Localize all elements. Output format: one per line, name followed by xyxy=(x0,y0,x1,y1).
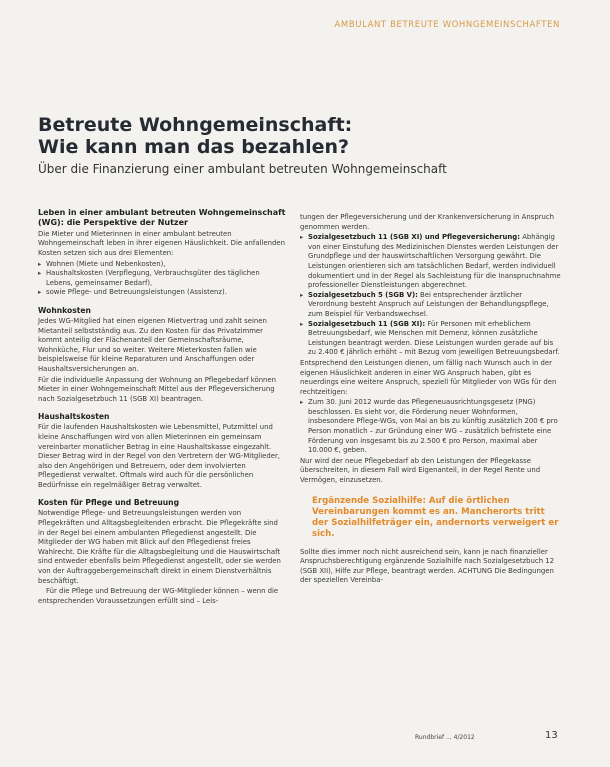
after-png-text: Nur wird der neue Pflegebedarf ab den Leistungen der Pflegekasse überschreiten, in diesem Fall wird Eigenanteil, in der Regel Rente und Vermögen, einzusetzen. xyxy=(300,456,541,485)
pflegekosten-text-1: Notwendige Pflege- und Betreuungsleistungen werden von Pflegekräften und Alltagsbegleitenden erbracht. Die Pflegekräfte sind in der Regel bei einem ambulanten Pflegedienst angestellt. Die Mitglieder der WG haben mit Blick auf den Pflegedienst freies Wahlrecht. Die Kräfte für die Alltagsbegleitung und die Hauswirtschaft sind entweder ebenfalls beim Pflegedienst angestellt, oder sie werden von der Auftraggebergemeinschaft direkt in einem Dienstverhältnis beschäftigt. xyxy=(38,509,281,585)
item-label: Sozialgesetzbuch 5 (SGB V): xyxy=(308,290,418,299)
item-label: Sozialgesetzbuch 11 (SGB XI): xyxy=(308,319,426,328)
wohnkosten-heading: Wohnkosten xyxy=(38,305,91,315)
pflegekosten-text-2: Für die Pflege und Betreuung der WG-Mitglieder können – wenn die entsprechenden Voraussetzungen erfüllt sind – Leis- xyxy=(38,587,279,605)
pull-quote: Ergänzende Sozialhilfe: Auf die örtlichen Vereinbarungen kommt es an. Mancherorts tritt der Sozialhilfeträger ein, andernorts verweigert er sich. xyxy=(312,495,559,539)
list-item xyxy=(300,398,562,456)
haushaltskosten-text: Für die laufenden Haushaltskosten wie Lebensmittel, Putzmittel und kleine Anschaffungen wird von allen Mieterinnen ein gemeinsam vereinbarter monatlicher Betrag in eine Haushaltskasse eingezahlt. Dieser Betrag wird in der Regel von den Vertretern der WG-Mitglieder, also den Angehörigen und Betreuern, oder dem involvierten Pflegedienst verwaltet. Oftmals wird auch für die persönlichen Bedürfnisse ein regelmäßiger Betrag verwaltet. xyxy=(38,423,280,489)
item-text: Für Personen mit erheblichem Betreuungsbedarf, wie Menschen mit Demenz, können zusätzliche Leistungen beantragt werden. Diese Leistungen wurden gerade auf bis zu 2.400 € jährlich erhöht – mit Bezug vom jeweiligen Betreuungsbedarf. xyxy=(308,319,560,357)
right-intro: tungen der Pflegeversicherung und der Krankenversicherung in Anspruch genommen werden. xyxy=(300,213,555,231)
list-item xyxy=(300,320,562,358)
list-item xyxy=(300,233,562,291)
article-title xyxy=(38,114,558,158)
wohnkosten-text-1: Jedes WG-Mitglied hat einen eigenen Mietvertrag und zahlt seinen Mietanteil selbstständig aus. Zu den Kosten für das Privatzimmer kommt anteilig der Flächenanteil der Gemeinschaftsräume, Wohnküche, Flur und so weiter. Weitere Mieterkosten fallen wie beispielsweise für kleine Reparaturen und Anschaffungen oder Haushaltsversicherungen an. xyxy=(38,316,267,373)
title-line-1: Betreute Wohngemeinschaft: xyxy=(38,114,353,136)
item-label: Sozialgesetzbuch 11 (SGB XI) und Pflegeversicherung: xyxy=(308,233,520,242)
item-label: Zum 30. Juni 2012 xyxy=(308,398,372,407)
png-list xyxy=(300,398,562,456)
list-item: ▸ Wohnen (Miete und Nebenkosten), xyxy=(38,260,286,270)
cost-elements-list xyxy=(38,260,286,298)
haushaltskosten-heading: Haushaltskosten xyxy=(38,412,110,422)
section-kicker: AMBULANT BETREUTE WOHNGEMEINSCHAFTEN xyxy=(334,20,560,30)
list-item xyxy=(300,291,562,320)
wohnkosten-text-2: Für die individuelle Anpassung der Wohnung an Pflegebedarf können Mieter in einer Wohngemeinschaft Mittel aus der Pflegeversicherung nach Sozialgesetzbuch 11 (SGB XI) beantragen. xyxy=(38,375,277,403)
item-text: Bei entsprechender ärztlicher Verordnung besteht Anspruch auf Leistungen der Behandlungspflege, zum Beispiel für Verbandswechsel. xyxy=(308,290,549,318)
list-item: ▸ sowie Pflege- und Betreuungsleistungen (Assistenz). xyxy=(38,288,286,298)
legal-items-list xyxy=(300,233,562,358)
closing-text: Sollte dies immer noch nicht ausreichend sein, kann je nach finanzieller Anspruchsberechtigung ergänzende Sozialhilfe nach Sozialgesetzbuch 12 (SGB XII), Hilfe zur Pflege, beantragt werden. ACHTUNG Die Bedingungen der speziellen Vereinba- xyxy=(300,547,555,585)
middle-text: Entsprechend den Leistungen dienen, um fällig nach Wunsch auch in der eigenen Häuslichkeit anderen in einer WG Anspruch haben, gibt es neuerdings eine weitere Anspruch, speziell für Mitglieder von WGs für den rechtzeitigen: xyxy=(300,358,557,396)
left-column xyxy=(38,208,286,607)
item-text: wurde das Pflegeneuausrichtungsgesetz (PNG) beschlossen. Es sieht vor, die Förderung neuer Wohnformen, insbesondere Pflege-WGs, von Mai an bis zu künftig zusätzlich 200 € pro Person monatlich – zur Gründung einer WG – zusätzlich befristete eine Förderung von insgesamt bis zu 2.500 € pro Person, maximal aber 10.000 €, geben. xyxy=(308,398,558,455)
pflegekosten-heading: Kosten für Pflege und Betreuung xyxy=(38,498,179,508)
article-subtitle: Über die Finanzierung einer ambulant betreuten Wohngemeinschaft xyxy=(38,162,447,176)
lead-text: Die Mieter und Mieterinnen in einer ambulant betreuten Wohngemeinschaft leben in ihrer eigenen Häuslichkeit. Die anfallenden Kosten setzen sich aus drei Elementen: xyxy=(38,229,285,257)
lead-heading: Leben in einer ambulant betreuten Wohngemeinschaft (WG): die Perspektive der Nutzer xyxy=(38,208,286,228)
item-text: Abhängig von einer Einstufung des Medizinischen Dienstes werden Leistungen der Grundpflege und der hauswirtschaftlichen Versorgung gewährt. Die Leistungen orientieren sich am tatsächlichen Bedarf, werden individuell dokumentiert und in der Regel als Sachleistung für die Inanspruchnahme professioneller Dienstleistungen abgerechnet. xyxy=(308,233,561,290)
footer-publication: Rundbrief ... 4/2012 xyxy=(415,734,475,741)
right-column xyxy=(300,213,562,587)
page-number: 13 xyxy=(545,730,558,741)
title-line-2: Wie kann man das bezahlen? xyxy=(38,136,350,158)
list-item: ▸ Haushaltskosten (Verpflegung, Verbrauchsgüter des täglichen Lebens, gemeinsamer Bedarf), xyxy=(38,269,286,288)
